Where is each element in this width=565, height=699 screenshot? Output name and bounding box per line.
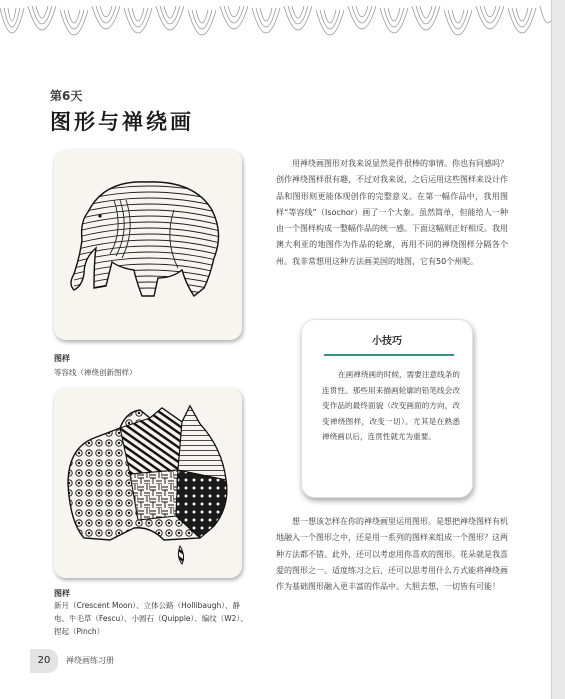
page-title: 图形与禅绕画 [50,109,194,134]
figure1-caption-text: 等容线（禅绕创新图样） [54,368,137,377]
figure1-caption-title: 图样 [54,354,70,363]
tip-title: 小技巧 [372,336,402,347]
page-number: 20 [30,649,58,673]
page-edge [551,0,565,699]
header-doodle-border [0,0,551,62]
elephant-artwork [54,150,242,340]
tip-divider [324,354,454,356]
australia-map-artwork [54,388,242,578]
tip-text: 在画禅绕画的时候，需要注意线条的连贯性。那些用来描画轮廓的铅笔线会改变作品的最终面貌（改变画面的方向，改变禅绕图样，改变一切）。尤其是在熟悉禅绕画以后，连贯性就尤为重要。 [322,370,460,441]
figure2-caption-text: 新月（Crescent Moon）、立体公路（Hollibaugh）、静电、牛毛草（Fescu）、小圆石（Quipple）、编纹（W2）、捏起（Pinch） [54,601,248,636]
tip-box [301,319,473,498]
book-title: 禅绕画练习册 [66,656,114,665]
body-paragraph-1: 用禅绕画图形对我来说显然是件很棒的事情。你也有同感吗？创作禅绕图样很有趣，不过对我来说，之后运用这些图样来设计作品和图形则更能体现创作的完整意义。在第一幅作品中，我用图样“等容线”（Isochor）画了一个大象。虽然简单，但能给人一种由一个图样构成一整幅作品的统一感。下面这幅则正好相反。我用澳大利亚的地图作为作品的轮廓，再用不同的禅绕图样分隔各个州。我非常想用这种方法画美国的地图，它有50个州呢。 [276,159,508,266]
body-paragraph-2: 想一想该怎样在你的禅绕画里运用图形。是想把禅绕图样有机地融入一个图形之中，还是用一系列的图样来组成一个图形？这两种方法都不错。此外，还可以考虑用你喜欢的图形。花朵就是我喜爱的图形之一。适度练习之后，还可以思考用什么方式能将禅绕画作为基础图形融入更丰富的作品中。大胆去想，一切皆有可能！ [276,517,508,592]
australia-map-drawing [54,388,242,578]
day-label: 第6天 [50,89,83,103]
elephant-drawing [54,150,242,340]
figure2-caption-title: 图样 [54,589,70,598]
